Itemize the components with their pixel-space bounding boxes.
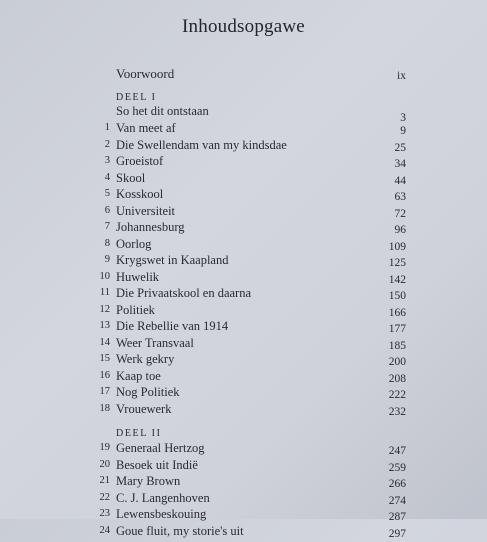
- toc-chapter-title: C. J. Langenhoven: [116, 490, 210, 505]
- toc-chapter-number: 3: [104, 155, 110, 166]
- toc-chapter-page: 166: [388, 306, 406, 319]
- toc-chapter-title: Van meet af: [116, 121, 176, 135]
- toc-chapter-page: 208: [388, 372, 406, 385]
- toc-chapter-page: 232: [388, 405, 406, 418]
- toc-chapter-page: 125: [388, 257, 406, 269]
- toc-chapter-title: Oorlog: [116, 236, 152, 251]
- toc-chapter-number: 14: [99, 336, 110, 348]
- toc-chapter-title: Weer Transvaal: [116, 335, 194, 350]
- toc-chapter-page: 259: [388, 461, 406, 474]
- toc-chapter-number: 19: [99, 442, 110, 453]
- toc-foreword-page: ix: [397, 70, 406, 82]
- toc-chapter-page: 25: [394, 141, 406, 154]
- toc-chapter-title: Werk gekry: [116, 352, 175, 366]
- toc-chapter-page: 222: [388, 389, 406, 401]
- toc-chapter-number: 5: [104, 188, 110, 199]
- toc-chapter-title: Lewensbeskouing: [116, 507, 207, 521]
- toc-chapter-page: 150: [388, 290, 406, 302]
- part-1-heading: DEEL I: [116, 92, 157, 103]
- toc-chapter-number: 7: [104, 221, 110, 232]
- toc-chapter-title: Besoek uit Indië: [116, 457, 198, 472]
- toc-chapter-page: 247: [388, 445, 406, 457]
- toc-chapter-title: Die Privaatskool en daarna: [116, 286, 252, 300]
- toc-chapter-number: 11: [99, 287, 110, 298]
- toc-chapter-page: 96: [394, 224, 406, 236]
- toc-chapter-number: 12: [99, 303, 110, 315]
- toc-chapter-title: Generaal Hertzog: [116, 441, 205, 455]
- toc-chapter-number: 9: [104, 254, 110, 265]
- toc-chapter-number: 8: [104, 237, 110, 249]
- toc-chapter-title: Politiek: [116, 302, 155, 317]
- toc-chapter-page: 34: [394, 158, 406, 170]
- toc-chapter-number: 23: [99, 508, 110, 519]
- toc-chapter-title: Skool: [116, 170, 146, 185]
- toc-chapter-page: 44: [394, 174, 406, 187]
- toc-chapter-page: 109: [388, 240, 406, 253]
- toc-intro-page: 3: [400, 112, 406, 124]
- toc-intro-label: So het dit ontstaan: [116, 104, 209, 118]
- toc-chapter-number: 1: [104, 122, 110, 133]
- toc-chapter-page: 274: [388, 494, 406, 507]
- toc-chapter-number: 20: [99, 458, 110, 470]
- toc-chapter-title: Groeistof: [116, 154, 164, 168]
- toc-chapter-title: Mary Brown: [116, 474, 181, 488]
- toc-chapter-page: 185: [388, 339, 406, 352]
- toc-chapter-title: Vrouewerk: [116, 401, 172, 416]
- toc-chapter-title: Die Swellendam van my kindsdae: [116, 137, 287, 152]
- toc-chapter-number: 15: [99, 353, 110, 364]
- page-title: Inhoudsopgawe: [182, 16, 305, 37]
- toc-chapter-page: 142: [388, 273, 406, 286]
- toc-chapter-page: 63: [394, 191, 406, 203]
- part-2-heading: DEEL II: [116, 428, 162, 439]
- toc-chapter-page: 200: [388, 356, 406, 368]
- toc-chapter-number: 13: [99, 320, 110, 331]
- toc-chapter-number: 24: [99, 524, 110, 536]
- toc-chapter-title: Universiteit: [116, 203, 176, 218]
- toc-chapter-title: Kosskool: [116, 187, 164, 201]
- toc-chapter-title: Kaap toe: [116, 368, 161, 383]
- toc-chapter-number: 22: [99, 491, 110, 503]
- toc-chapter-number: 16: [99, 369, 110, 381]
- toc-chapter-title: Johannesburg: [116, 220, 185, 234]
- toc-chapter-title: Huwelik: [116, 269, 160, 284]
- toc-chapter-number: 10: [99, 270, 110, 282]
- toc-chapter-page: 297: [388, 527, 406, 540]
- toc-chapter-number: 18: [99, 402, 110, 414]
- toc-chapter-title: Goue fluit, my storie's uit: [116, 523, 244, 538]
- toc-chapter-number: 6: [104, 204, 110, 216]
- toc-chapter-page: 287: [388, 511, 406, 523]
- toc-chapter-number: 2: [104, 138, 110, 150]
- toc-chapter-title: Krygswet in Kaapland: [116, 253, 229, 267]
- toc-foreword-label: Voorwoord: [116, 66, 175, 81]
- toc-chapter-page: 266: [388, 478, 406, 490]
- toc-chapter-page: 177: [388, 323, 406, 335]
- toc-chapter-number: 21: [99, 475, 110, 486]
- toc-chapter-number: 4: [104, 171, 110, 183]
- toc-chapter-title: Die Rebellie van 1914: [116, 319, 229, 333]
- toc-chapter-title: Nog Politiek: [116, 385, 180, 399]
- toc-chapter-page: 9: [400, 125, 406, 137]
- toc-chapter-page: 72: [394, 207, 406, 220]
- toc-chapter-number: 17: [99, 386, 110, 397]
